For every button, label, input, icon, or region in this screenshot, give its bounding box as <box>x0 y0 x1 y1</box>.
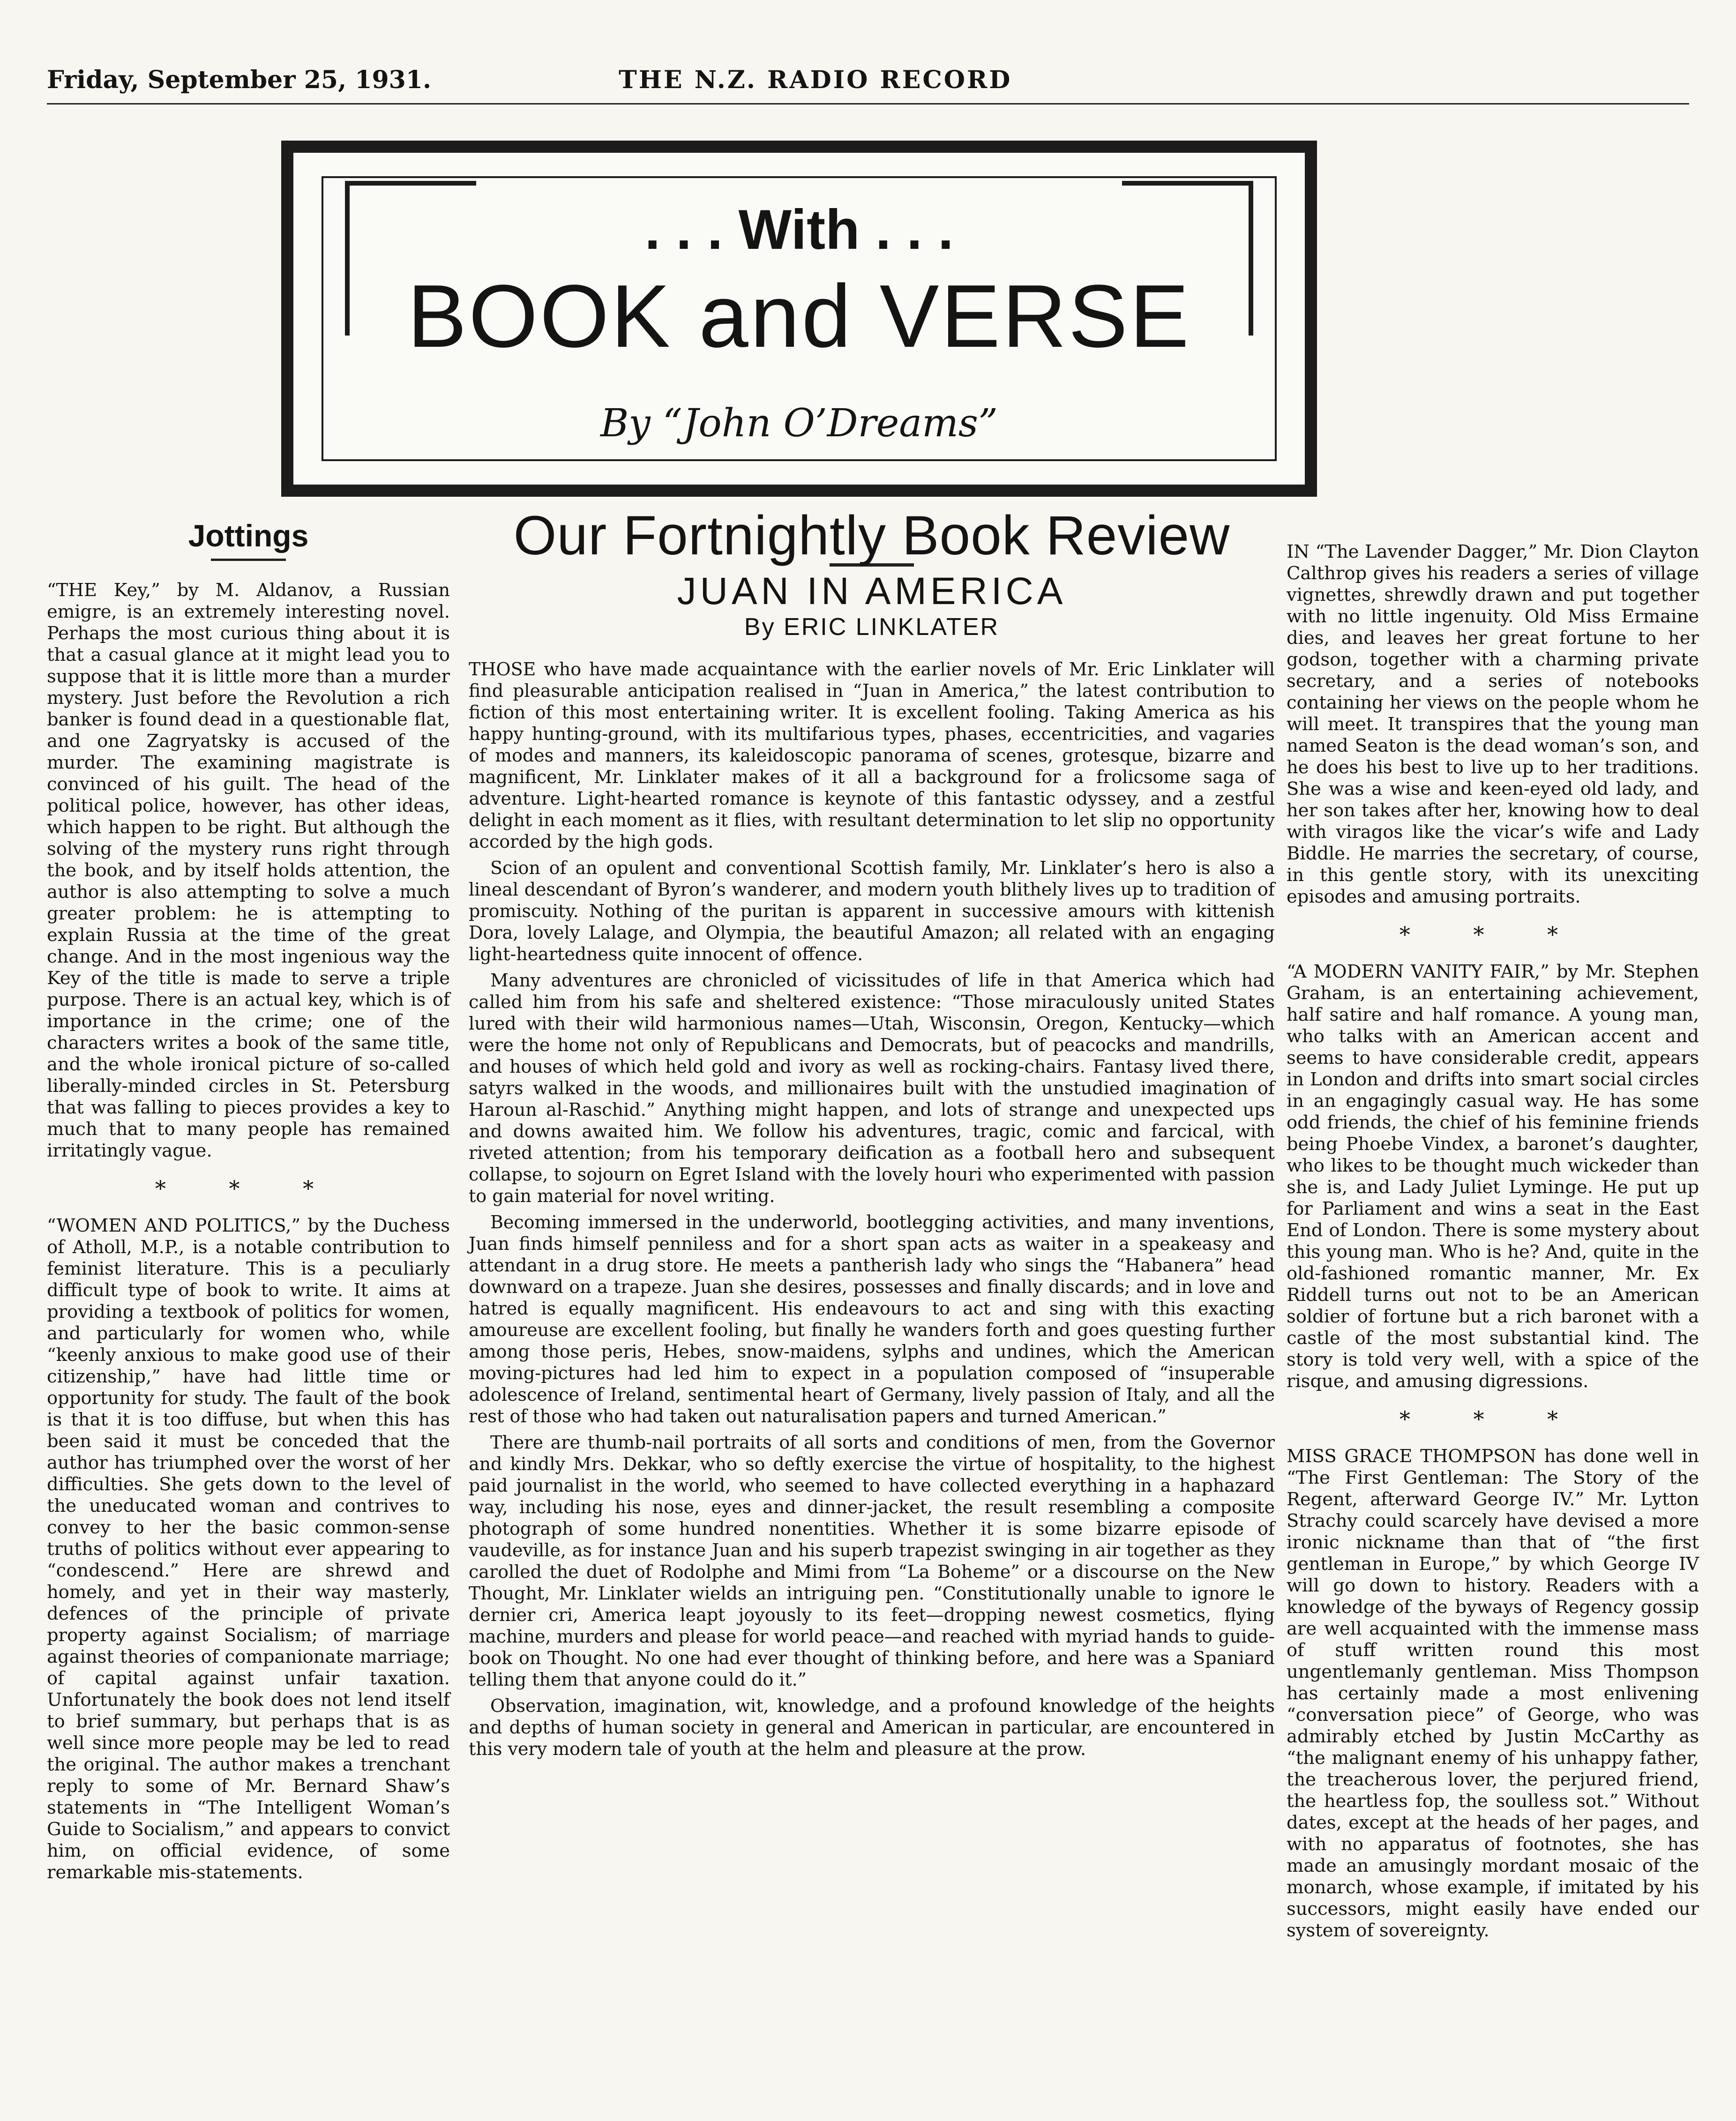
lavender-dagger-review: IN “The Lavender Dagger,” Mr. Dion Clayton Calthrop gives his readers a series of village vignettes, shrewdly drawn and put together with no little ingenuity. Old Miss Ermaine dies, and leaves her great fortune to her godson, together with a charming private secretary, and a series of notebooks containing her views on the people whom he will meet. It transpires that the young man named Seaton is the dead woman’s son, and he does his best to live up to her traditions. She was a wise and keen-eyed old lady, and her son takes after her, knowing how to deal with viragos like the vicar’s wife and Lady Biddle. He marries the secretary, of course, in this gentle story, with its unexciting episodes and amusing portraits. <box>1287 541 1699 907</box>
jottings-women-politics: “WOMEN AND POLITICS,” by the Duchess of Atholl, M.P., is a notable contribution to feminist literature. This is a peculiarly difficult type of book to write. It aims at providing a textbook of politics for women, and particularly for women who, while “keenly anxious to make good use of their citizenship,” have had little time or opportunity for study. The fault of the book is that it is too diffuse, but when this has been said it must be conceded that the author has triumphed over the worst of her difficulties. She gets down to the level of the uneducated woman and contrives to convey to her the basic common-sense truths of politics without ever appearing to “condescend.” Here are shrewd and homely, and yet in their way masterly, defences of the principle of private property against Socialism; of marriage against theories of companionate marriage; of capital against unfair taxation. Unfortunately the book does not lend itself to brief summary, but perhaps that is as well since more people may be led to read the original. The author makes a trenchant reply to some of Mr. Bernard Shaw’s statements in “The Intelligent Woman’s Guide to Socialism,” and appears to convict him, on official evidence, of some remarkable mis-statements. <box>47 1215 450 1883</box>
masthead <box>47 66 1689 103</box>
review-paragraph: Scion of an opulent and conventional Scottish family, Mr. Linklater’s hero is also a lineal descendant of Byron’s wanderer, and modern youth blithely lives up to tradition of promiscuity. Nothing of the puritan is apparent in successive amours with kittenish Dora, lovely Lalage, and Olympia, the beautiful Amazon; all related with an engaging light-heartedness quite innocent of offence. <box>469 858 1275 964</box>
separator-stars: * * * <box>1399 1406 1586 1432</box>
right-column <box>1287 541 1699 1946</box>
section-banner <box>281 141 1317 497</box>
issue-date: Friday, September 25, 1931. <box>47 66 432 94</box>
jottings-key: “THE Key,” by M. Aldanov, a Russian emigre, is an extremely interesting novel. Perhaps the most curious thing about it is that a casual glance at it might lead you to suppose that it is little more than a murder mystery. Just before the Revolution a rich banker is found dead in a questionable flat, and one Zagryatsky is accused of the murder. The examining magistrate is convinced of his guilt. The head of the political police, however, has other ideas, which happen to be right. But although the solving of the mystery runs right through the book, and by itself holds attention, the author is also attempting to solve a much greater problem: he is attempting to explain Russia at the time of the great change. And in the most ingenious way the Key of the title is made to serve a triple purpose. There is an actual key, which is of importance in the crime; one of the characters writes a book of the same title, and the whole ironical picture of so-called liberally-minded circles in St. Petersburg that was falling to pieces provides a key to much that to many people has remained irritatingly vague. <box>47 580 450 1161</box>
review-paragraph: Becoming immersed in the underworld, bootlegging activities, and many inventions, Juan finds himself penniless and for a short span acts as waiter in a speakeasy and attendant in a drug store. He meets a pantherish lady who sings the “Habanera” head downward on a trapeze. Juan she desires, possesses and finally discards; and in love and hatred is equally magnificent. His endeavours to act and sing with this exacting amoureuse are excellent fooling, but finally he wanders forth and goes questing further among those peris, Hebes, snow-maidens, sylphs and undines, which the American moving-pictures had led him to expect in a population composed of “insuperable adolescence of Ireland, sentimental heart of Germany, lively passion of Italy, and all the rest of those who had taken out naturalisation papers and turned American.” <box>469 1212 1275 1426</box>
first-gentleman-review: MISS GRACE THOMPSON has done well in “The First Gentleman: The Story of the Regent, afterward George IV.” Mr. Lytton Strachy could scarcely have devised a more ironic nickname than that of “the first gentleman in Europe,” by which George IV will go down to history. Readers with a knowledge of the byways of Regency gossip are well acquainted with the immense mass of stuff written round this most ungentlemanly gentleman. Miss Thompson has certainly made a most enlivening “conversation piece” of George, who was admirably etched by Justin McCarthy as “the malignant enemy of his unhappy father, the treacherous lover, the perjured friend, the heartless fop, the soulless sot.” Without dates, except at the heads of her pages, and with no apparatus of footnotes, she has made an amusingly mordant mosaic of the monarch, whose example, if imitated by his successors, might easily have ended our system of sovereignty. <box>1287 1446 1699 1941</box>
modern-vanity-fair-review: “A MODERN VANITY FAIR,” by Mr. Stephen Graham, is an entertaining achievement, half satire and half romance. A young man, who talks with an American accent and seems to have considerable credit, appears in London and drifts into smart social circles in an engagingly casual way. He has some odd friends, the chief of his feminine friends being Phoebe Vindex, a baronet’s daughter, who likes to be thought much wickeder than she is, and Lady Juliet Lyminge. He put up for Parliament and wins a seat in the East End of London. There is some mystery about this young man. Who is he? And, quite in the old-fashioned romantic manner, Mr. Ex Riddell turns out not to be an American soldier of fortune but a rich baronet with a castle of the most substantial kind. The story is told very well, with a spice of the risque, and amusing digressions. <box>1287 961 1699 1392</box>
banner-flagbar-left <box>345 181 476 186</box>
separator-stars: * * * <box>1399 922 1586 947</box>
masthead-rule <box>47 103 1689 105</box>
separator-stars: * * * <box>155 1176 342 1201</box>
review-author: By ERIC LINKLATER <box>744 613 1000 641</box>
review-paragraph: Observation, imagination, wit, knowledge, and a profound knowledge of the heights and depths of human society in general and American in particular, are encountered in this very modern tale of youth at the helm and pleasure at the prow. <box>469 1695 1275 1759</box>
newspaper-name: THE N.Z. RADIO RECORD <box>619 66 1012 94</box>
banner-with: . . . With . . . <box>644 198 954 261</box>
book-review-column <box>469 505 1275 1764</box>
jottings-rule <box>211 559 286 561</box>
review-paragraph: THOSE who have made acquaintance with the earlier novels of Mr. Eric Linklater will find pleasurable anticipation realised in “Juan in America,” the latest contribution to fiction of this most entertaining writer. It is excellent fooling. Taking America as his happy hunting-ground, with its multifarious types, phases, eccentricities, and vagaries of modes and manners, its kaleidoscopic panorama of scenes, grotesque, bizarre and magnificent, Mr. Linklater makes of it all a background for a frolicsome saga of adventure. Light-hearted romance is keynote of this fantastic odyssey, and a zestful delight in each moment as it flies, with resultant determination to let slip no opportunity accorded by the high gods. <box>469 659 1275 852</box>
review-heading: Our Fortnightly Book Review <box>513 505 1230 567</box>
review-paragraph: Many adventures are chronicled of vicissitudes of life in that America which had called him from his safe and sheltered existence: “Those miraculously united States lured with their wild harmonious names—Utah, Wisconsin, Oregon, Kentucky—which were the home not only of Republicans and Democrats, but of peacocks and mandrills, and houses of which held gold and ivory as well as rocking-chairs. Fantasy lived there, satyrs walked in the woods, and millionaires built with the unstudied imagination of Haroun al-Raschid.” Anything might happen, and lots of strange and unexpected ups and downs awaited him. We follow his adventures, tragic, comic and farcical, with riveted attention; from his temporary deification as a football hero and subsequent collapse, to sojourn on Egret Island with the lovely houri who experimented with passion to gain material for novel writing. <box>469 970 1275 1206</box>
review-paragraph: There are thumb-nail portraits of all sorts and conditions of men, from the Governor and kindly Mrs. Dekkar, who so deftly exercise the virtue of hospitality, to the highest paid journalist in the world, who seemed to have collected everything in a haphazard way, including his nose, eyes and dinner-jacket, the result resembling a composite photograph of some hundred nonentities. Whether it is some bizarre episode of vaudeville, as for instance Juan and his superb trapezist swinging in air together as they carolled the duet of Rodolphe and Mimi from “La Boheme” or a discourse on the New Thought, Mr. Linklater wields an intriguing pen. “Constitutionally unable to ignore le dernier cri, America leapt joyously to its feet—dropping newest cosmetics, flying machine, murders and please for world peace—and reached with myriad hands to guide-book on Thought. No one had ever thought of thinking before, and here was a Spaniard telling them that anyone could do it.” <box>469 1432 1275 1690</box>
jottings-heading: Jottings <box>188 518 309 553</box>
jottings-column <box>47 518 450 1888</box>
review-book-title: JUAN IN AMERICA <box>677 570 1067 612</box>
banner-title: BOOK and VERSE <box>407 267 1191 366</box>
banner-byline: By “John O’Dreams” <box>600 401 998 446</box>
banner-flagbar-right <box>1122 181 1253 186</box>
